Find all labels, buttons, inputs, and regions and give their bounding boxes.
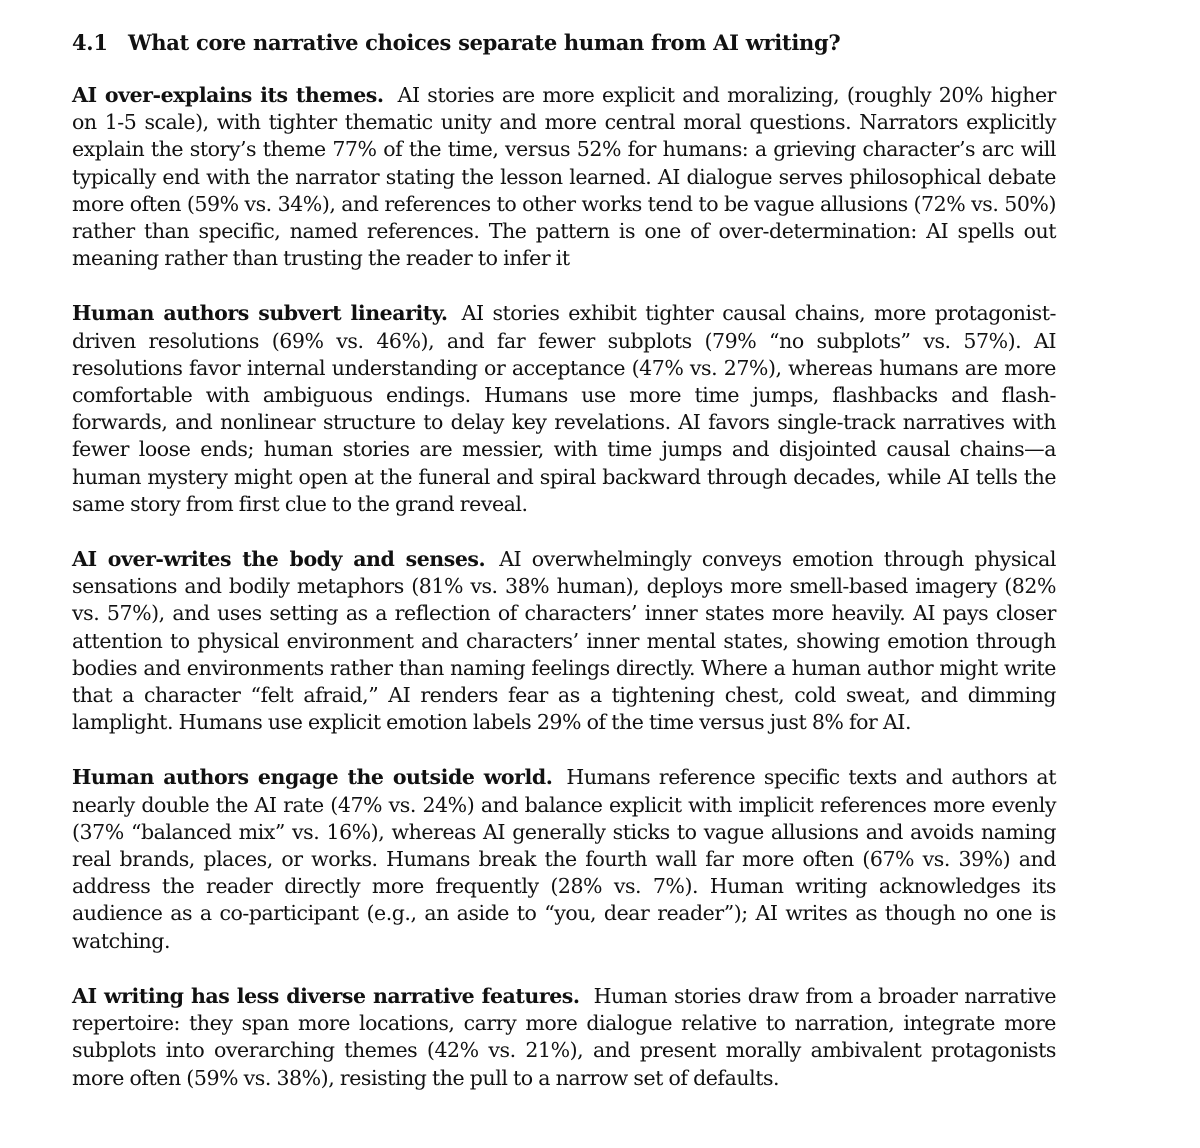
paragraph-linearity (72, 300, 1056, 518)
paragraph-body: AI stories exhibit tighter causal chains, more protagonist-driven resolutions (69% vs. 46%), and far fewer subplots (79% “no subplots” vs. 57%). AI resolutions favor internal understanding or acceptance (47% vs. 27%), whereas humans are more comfortable with ambiguous endings. Humans use more time jumps, flashbacks and flash-forwards, and nonlinear structure to delay key revelations. AI favors single-track narratives with fewer loose ends; human stories are messier, with time jumps and disjointed causal chains—a human mystery might open at the funeral and spiral backward through decades, while AI tells the same story from first clue to the grand reveal. (72, 301, 1056, 516)
paragraph-lead: AI over-writes the body and senses. (72, 547, 486, 572)
paragraph-lead: AI over-explains its themes. (72, 83, 384, 107)
paragraph-body: AI overwhelmingly conveys emotion through physical sensations and bodily metaphors (81% vs. 38% human), deploys more smell-based imagery (82% vs. 57%), and uses setting as a reflection of characters’ inner states more heavily. AI pays closer attention to physical environment and characters’ inner mental states, showing emotion through bodies and environments rather than naming feelings directly. Where a human author might write that a character “felt afraid,” AI renders fear as a tightening chest, cold sweat, and dimming lamplight. Humans use explicit emotion labels 29% of the time versus just 8% for AI. (72, 547, 1056, 735)
paper-page (72, 28, 1056, 1120)
section-heading (72, 28, 1056, 58)
paragraph-outside-world (72, 764, 1056, 954)
paragraph-lead: Human authors subvert linearity. (72, 301, 448, 326)
paragraph-diversity (72, 983, 1056, 1092)
section-title: What core narrative choices separate human from AI writing? (128, 30, 841, 55)
paragraph-lead: AI writing has less diverse narrative features. (72, 983, 580, 1008)
paragraph-body: Humans reference specific texts and authors at nearly double the AI rate (47% vs. 24%) and balance explicit with implicit references more evenly (37% “balanced mix” vs. 16%), whereas AI generally sticks to vague allusions and avoids naming real brands, places, or works. Humans break the fourth wall far more often (67% vs. 39%) and address the reader directly more frequently (28% vs. 7%). Human writing acknowledges its audience as a co-participant (e.g., an aside to “you, dear reader”); AI writes as though no one is watching. (72, 765, 1056, 953)
paragraph-themes (72, 82, 1056, 272)
paragraph-body: Human stories draw from a broader narrative repertoire: they span more locations, carry more dialogue relative to narration, integrate more subplots into overarching themes (42% vs. 21%), and present morally ambivalent protagonists more often (59% vs. 38%), resisting the pull to a narrow set of defaults. (72, 983, 1056, 1090)
paragraph-lead: Human authors engage the outside world. (72, 765, 553, 790)
section-number: 4.1 (72, 30, 108, 55)
paragraph-body-senses (72, 546, 1056, 736)
paragraph-body: AI stories are more explicit and moralizing, (roughly 20% higher on 1-5 scale), with tighter thematic unity and more central moral questions. Narrators explicitly explain the story’s theme 77% of the time, versus 52% for humans: a grieving character’s arc will typically end with the narrator stating the lesson learned. AI dialogue serves philosophical debate more often (59% vs. 34%), and references to other works tend to be vague allusions (72% vs. 50%) rather than specific, named references. The pattern is one of over-determination: AI spells out meaning rather than trusting the reader to infer it (72, 83, 1056, 271)
